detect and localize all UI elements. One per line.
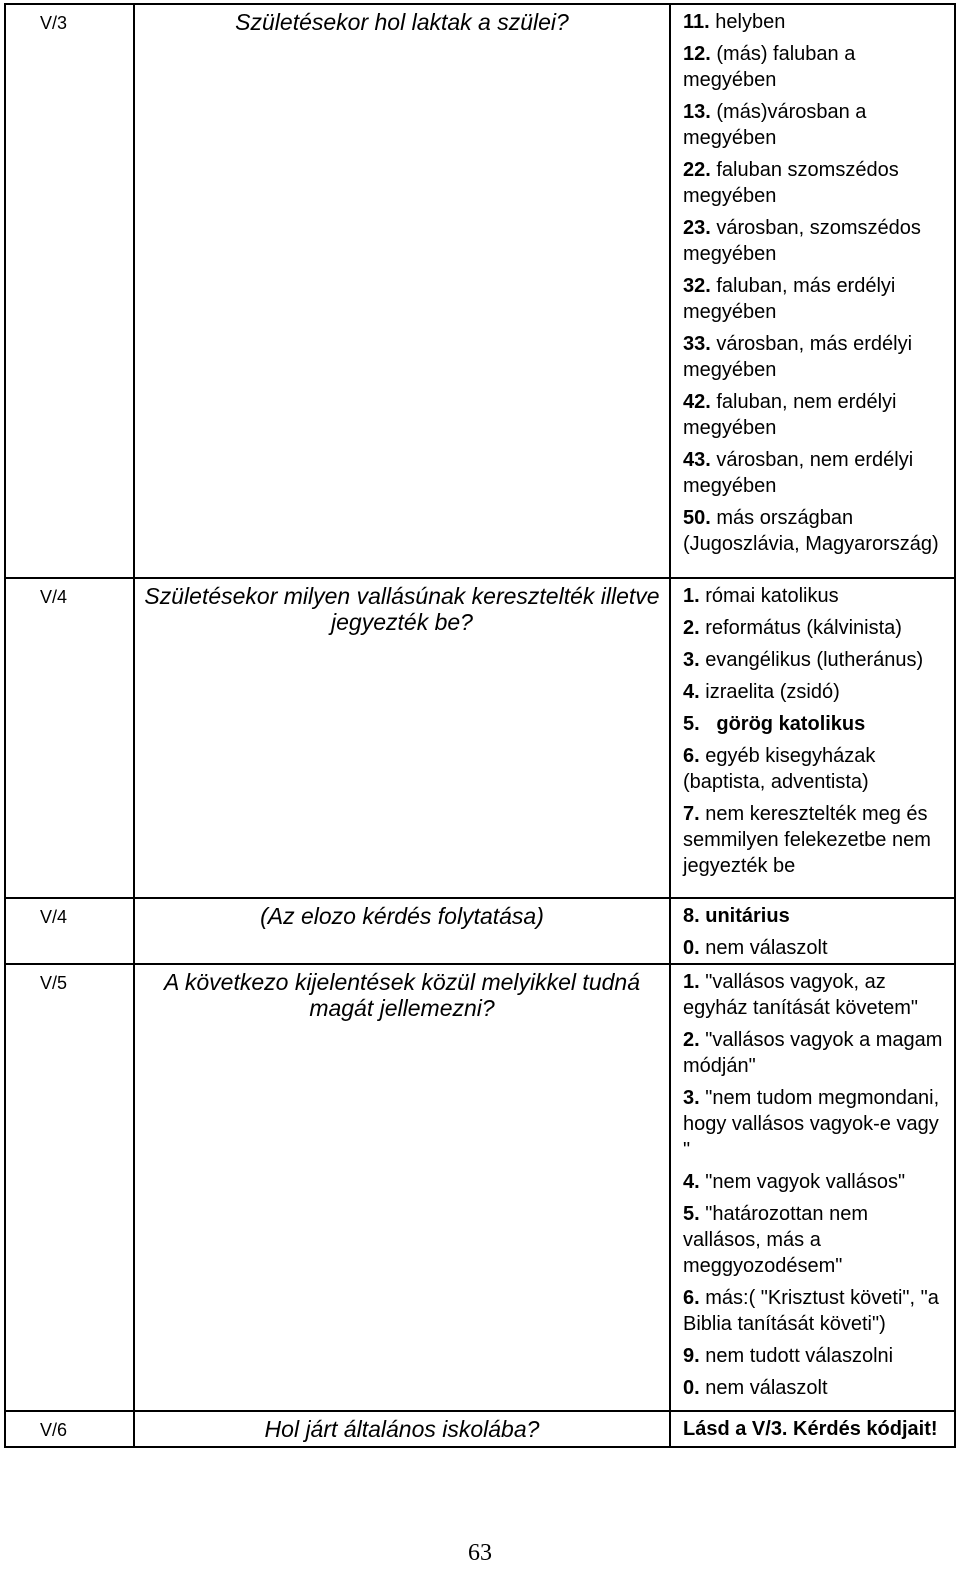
answer-option xyxy=(683,157,950,209)
answer-code: 5. xyxy=(683,1203,700,1225)
question-row xyxy=(5,964,955,1411)
question-code: V/4 xyxy=(5,898,134,964)
answer-code: 12. xyxy=(683,43,711,65)
answer-code: 11. xyxy=(683,11,710,33)
answer-code: 50. xyxy=(683,507,711,529)
answer-option xyxy=(683,647,950,673)
answer-code: 4. xyxy=(683,681,700,703)
answer-code: 0. xyxy=(683,937,700,959)
answer-option xyxy=(683,1169,950,1195)
answer-code: 5. xyxy=(683,713,700,735)
question-code: V/5 xyxy=(5,964,134,1411)
answer-label: "nem tudom megmondani, hogy vallásos vagyok-e vagy " xyxy=(683,1087,945,1161)
answer-label: egyéb kisegyházak (baptista, adventista) xyxy=(683,745,881,793)
answer-code: 7. xyxy=(683,803,700,825)
answer-option xyxy=(683,1416,950,1442)
answer-code: 32. xyxy=(683,275,711,297)
question-row xyxy=(5,578,955,898)
answer-label: nem keresztelték meg és semmilyen felekezetbe nem jegyezték be xyxy=(683,803,937,877)
answer-code: 2. xyxy=(683,617,700,639)
answer-option xyxy=(683,679,950,705)
answer-label: (más) faluban a megyében xyxy=(683,43,861,91)
answer-option xyxy=(683,711,950,737)
answer-code: 0. xyxy=(683,1377,700,1399)
answer-option xyxy=(683,801,950,879)
answer-option xyxy=(683,969,950,1021)
answer-label: görög katolikus xyxy=(699,713,866,735)
answer-label: városban, más erdélyi megyében xyxy=(683,333,918,381)
answer-label: nem válaszolt xyxy=(699,937,828,959)
answer-code: 33. xyxy=(683,333,711,355)
answer-code: 3. xyxy=(683,1087,700,1109)
answer-code: 13. xyxy=(683,101,711,123)
questionnaire-body xyxy=(5,4,955,1447)
answer-options xyxy=(670,1411,955,1447)
question-row xyxy=(5,4,955,578)
question-text: Születésekor milyen vallásúnak keresztelték illetve jegyezték be? xyxy=(134,578,670,898)
answer-option xyxy=(683,935,950,961)
answer-option xyxy=(683,1343,950,1369)
answer-label: városban, szomszédos megyében xyxy=(683,217,927,265)
answer-option xyxy=(683,1027,950,1079)
answer-options xyxy=(670,578,955,898)
answer-code: 1. xyxy=(683,585,700,607)
question-text: (Az elozo kérdés folytatása) xyxy=(134,898,670,964)
answer-label: "határozottan nem vallásos, más a meggyozodésem" xyxy=(683,1203,874,1277)
answer-option xyxy=(683,1201,950,1279)
answer-option xyxy=(683,1375,950,1401)
answer-code: 43. xyxy=(683,449,711,471)
answer-label: "nem vagyok vallásos" xyxy=(699,1171,906,1193)
answer-label: Lásd a V/3. Kérdés kódjait! xyxy=(683,1418,938,1440)
answer-code: 9. xyxy=(683,1345,700,1367)
answer-option xyxy=(683,583,950,609)
answer-label: izraelita (zsidó) xyxy=(699,681,840,703)
answer-code: 8. xyxy=(683,905,700,927)
answer-option xyxy=(683,1085,950,1163)
answer-option xyxy=(683,615,950,641)
answer-label: "vallásos vagyok a magam módján" xyxy=(683,1029,949,1077)
answer-option xyxy=(683,1285,950,1337)
answer-code: 2. xyxy=(683,1029,700,1051)
answer-label: helyben xyxy=(709,11,786,33)
answer-label: városban, nem erdélyi megyében xyxy=(683,449,919,497)
answer-option xyxy=(683,331,950,383)
question-code: V/3 xyxy=(5,4,134,578)
answer-option xyxy=(683,903,950,929)
question-code: V/4 xyxy=(5,578,134,898)
answer-option xyxy=(683,215,950,267)
answer-option xyxy=(683,743,950,795)
answer-code: 22. xyxy=(683,159,711,181)
answer-label: evangélikus (lutheránus) xyxy=(699,649,924,671)
question-text: Hol járt általános iskolába? xyxy=(134,1411,670,1447)
questionnaire-table xyxy=(4,3,956,1448)
question-text: A következo kijelentések közül melyikkel tudná magát jellemezni? xyxy=(134,964,670,1411)
answer-label: református (kálvinista) xyxy=(699,617,902,639)
answer-option xyxy=(683,9,950,35)
answer-option xyxy=(683,447,950,499)
answer-label: "vallásos vagyok, az egyház tanítását követem" xyxy=(683,971,919,1019)
answer-label: nem válaszolt xyxy=(699,1377,828,1399)
answer-option xyxy=(683,41,950,93)
answer-label: faluban, nem erdélyi megyében xyxy=(683,391,903,439)
answer-options xyxy=(670,898,955,964)
question-row xyxy=(5,898,955,964)
answer-code: 4. xyxy=(683,1171,700,1193)
answer-label: nem tudott válaszolni xyxy=(699,1345,894,1367)
answer-label: faluban szomszédos megyében xyxy=(683,159,905,207)
answer-option xyxy=(683,505,950,557)
answer-code: 3. xyxy=(683,649,700,671)
answer-code: 6. xyxy=(683,1287,700,1309)
answer-label: faluban, más erdélyi megyében xyxy=(683,275,901,323)
answer-option xyxy=(683,273,950,325)
answer-option xyxy=(683,99,950,151)
answer-label: római katolikus xyxy=(699,585,839,607)
answer-label: más országban (Jugoszlávia, Magyarország) xyxy=(683,507,939,555)
question-text: Születésekor hol laktak a szülei? xyxy=(134,4,670,578)
answer-label: unitárius xyxy=(699,905,790,927)
answer-options xyxy=(670,964,955,1411)
answer-code: 42. xyxy=(683,391,711,413)
answer-options xyxy=(670,4,955,578)
answer-code: 1. xyxy=(683,971,700,993)
question-row xyxy=(5,1411,955,1447)
answer-label: (más)városban a megyében xyxy=(683,101,872,149)
answer-label: más:( "Krisztust követi", "a Biblia tanítását követi") xyxy=(683,1287,945,1335)
answer-option xyxy=(683,389,950,441)
answer-code: 23. xyxy=(683,217,711,239)
question-code: V/6 xyxy=(5,1411,134,1447)
page-number: 63 xyxy=(468,1540,492,1566)
answer-code: 6. xyxy=(683,745,700,767)
